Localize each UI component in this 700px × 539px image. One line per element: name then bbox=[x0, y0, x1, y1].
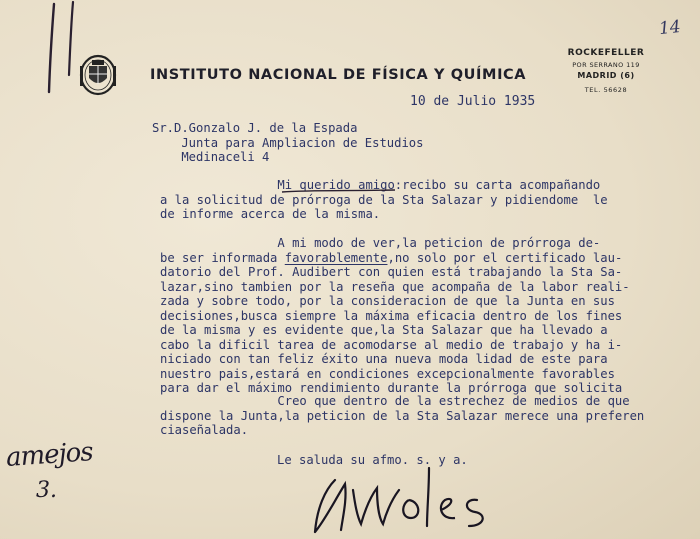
text-line: niciado con tan feliz éxito una nueva moda lidad de este para bbox=[160, 352, 608, 366]
text-line: dispone la Junta,la peticion de la Sta Salazar merece una preferen bbox=[160, 408, 645, 423]
address-line-3: MADRID (6) bbox=[577, 71, 635, 80]
handwritten-signature bbox=[305, 460, 505, 539]
text-line: para dar el máximo rendimiento durante la prórroga que solicita bbox=[160, 381, 623, 395]
text-line: datorio del Prof. Audibert con quien está trabajando la Sta Sa- bbox=[160, 265, 623, 279]
text-line: decisiones,busca siempre la máxima eficacia dentro de los fines bbox=[160, 308, 623, 323]
text-line: ciaseñalada. bbox=[160, 423, 249, 437]
closing-line: Le saluda su afmo. s. y a. bbox=[277, 453, 468, 467]
text-line: a la solicitud de prórroga de la Sta Salazar y pidiendome le bbox=[160, 192, 608, 207]
text-line: A mi modo de ver,la peticion de prórroga de- bbox=[160, 236, 601, 250]
text-line: cabo la dificil tarea de acomodarse al medio de trabajo y ha i- bbox=[160, 337, 623, 352]
margin-note-line-1: amejos bbox=[5, 437, 94, 473]
text-line bbox=[160, 251, 630, 266]
margin-note-line-2: 3. bbox=[36, 478, 57, 503]
addressee-line: Medinaceli 4 bbox=[152, 150, 270, 164]
page-number: 14 bbox=[658, 16, 682, 40]
addressee-line: Sr.D.Gonzalo J. de la Espada bbox=[152, 121, 358, 135]
letterhead-address bbox=[556, 47, 656, 98]
addressee-block bbox=[152, 121, 424, 165]
paragraph-2 bbox=[160, 236, 630, 396]
institution-name: INSTITUTO NACIONAL DE FÍSICA Y QUÍMICA bbox=[150, 67, 527, 83]
paragraph-1 bbox=[160, 178, 608, 222]
text-line: lazar,sino tambien por la reseña que acompaña de la labor reali- bbox=[160, 279, 630, 294]
text-line: nuestro pais,estará en condiciones excepcionalmente favorables bbox=[160, 366, 615, 381]
text-segment: be ser informada bbox=[160, 250, 285, 265]
text-line: Mi querido amigo:recibo su carta acompañando bbox=[160, 178, 601, 192]
address-line-2: POR SERRANO 119 bbox=[572, 61, 640, 69]
text-line: de la misma y es evidente que,la Sta Salazar que ha llevado a bbox=[160, 323, 608, 337]
text-line: Creo que dentro de la estrechez de medios de que bbox=[160, 394, 630, 408]
phone-number: TEL. 56628 bbox=[584, 86, 628, 94]
addressee-line: Junta para Ampliacion de Estudios bbox=[152, 135, 424, 150]
letter-date: 10 de Julio 1935 bbox=[410, 94, 536, 109]
address-line-1: ROCKEFELLER bbox=[567, 48, 645, 58]
underlined-word: favorablemente bbox=[284, 250, 388, 265]
paragraph-3 bbox=[160, 394, 644, 438]
text-line: de informe acerca de la misma. bbox=[160, 207, 381, 221]
coat-of-arms-icon bbox=[70, 52, 126, 96]
text-segment: ,no solo por el certificado lau- bbox=[387, 250, 623, 265]
text-line: zada y sobre todo, por la consideracion de que la Junta en sus bbox=[160, 294, 615, 308]
